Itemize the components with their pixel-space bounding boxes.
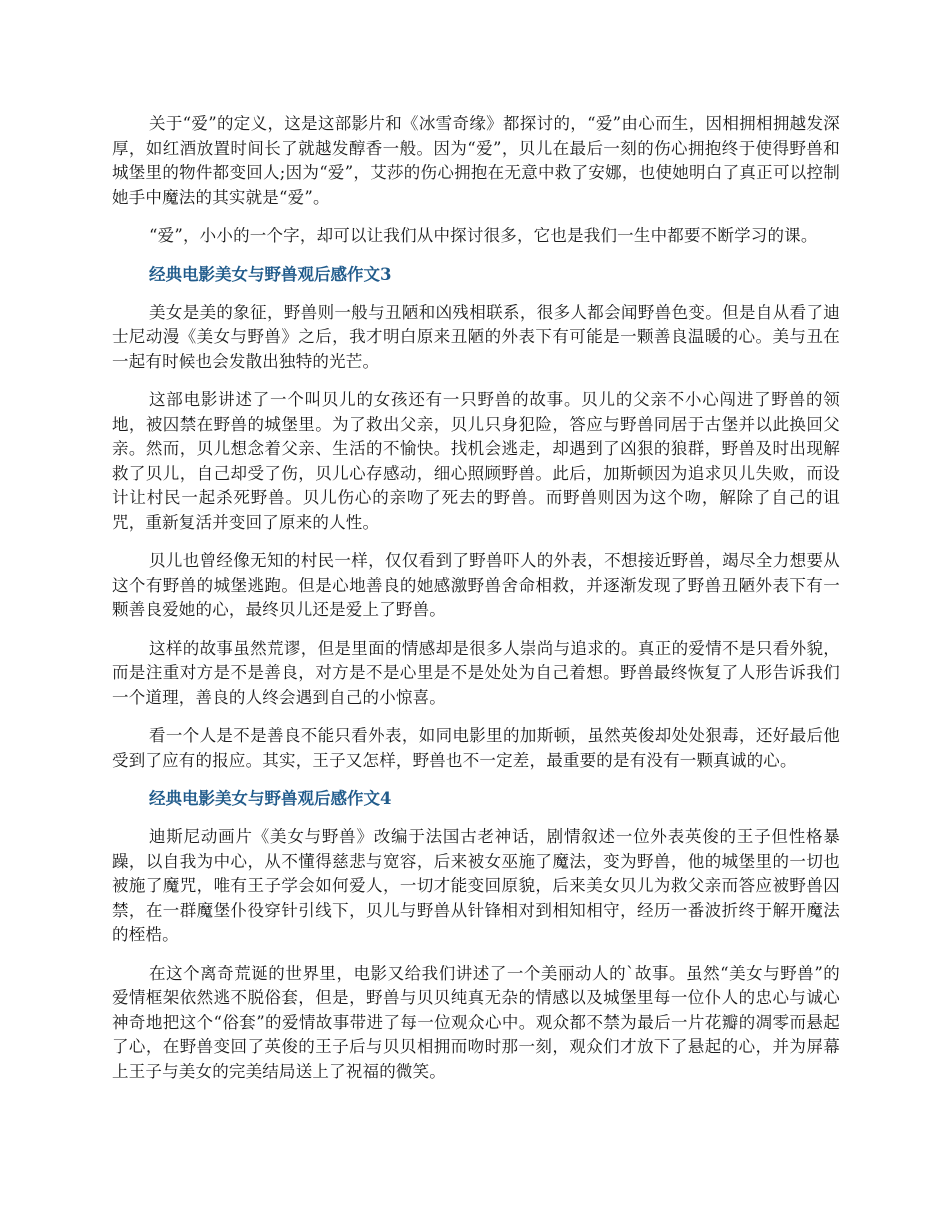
paragraph-judge-kindness: 看一个人是不是善良不能只看外表，如同电影里的加斯顿，虽然英俊却处处狠毒，还好最后他受到了应有的报应。其实，王子又怎样，野兽也不一定差，最重要的是有没有一颗真诚的心。 xyxy=(112,726,840,770)
paragraph-disney-adaptation: 迪斯尼动画片《美女与野兽》改编于法国古老神话，剧情叙述一位外表英俊的王子但性格暴躁，以自我为中心，从不懂得慈悲与宽容，后来被女巫施了魔法，变为野兽，他的城堡里的一切也被施了魔咒，唯有王子学会如何爱人，一切才能变回原貌，后来美女贝儿为救父亲而答应被野兽囚禁，在一群魔堡仆役穿针引线下，贝儿与野兽从针锋相对到相知相守，经历一番波折终于解开魔法的桎梏。 xyxy=(112,827,840,944)
paragraph-beauty-symbol: 美女是美的象征，野兽则一般与丑陋和凶残相联系，很多人都会闻野兽色变。但是自从看了迪士尼动漫《美女与野兽》之后，我才明白原来丑陋的外表下有可能是一颗善良温暖的心。美与丑在一起有时候也会发散出独特的光芒。 xyxy=(112,302,840,371)
document-page xyxy=(112,112,840,1098)
section-heading-essay-3: 经典电影美女与野兽观后感作文3 xyxy=(149,264,392,284)
paragraph-love-word: “爱”，小小的一个字，却可以让我们从中探讨很多，它也是我们一生中都要不断学习的课。 xyxy=(149,226,818,245)
paragraph-love-definition: 关于“爱”的定义，这是这部影片和《冰雪奇缘》都探讨的，“爱”由心而生，因相拥相拥越发深厚，如红酒放置时间长了就越发醇香一般。因为“爱”，贝儿在最后一刻的伤心拥抱终于使得野兽和城堡里的物件都变回人;因为“爱”，艾莎的伤心拥抱在无意中救了安娜，也使她明白了真正可以控制她手中魔法的其实就是“爱”。 xyxy=(112,114,840,207)
section-heading-essay-4: 经典电影美女与野兽观后感作文4 xyxy=(149,789,392,808)
paragraph-belle-villagers: 贝儿也曾经像无知的村民一样，仅仅看到了野兽吓人的外表，不想接近野兽，竭尽全力想要从这个有野兽的城堡逃跑。但是心地善良的她感激野兽舍命相救，并逐渐发现了野兽丑陋外表下有一颗善良爱她的心，最终贝儿还是爱上了野兽。 xyxy=(112,551,840,619)
paragraph-fantasy-world: 在这个离奇荒诞的世界里，电影又给我们讲述了一个美丽动人的`故事。虽然“美女与野兽”的爱情框架依然逃不脱俗套，但是，野兽与贝贝纯真无杂的情感以及城堡里每一位仆人的忠心与诚心神奇地把这个“俗套”的爱情故事带进了每一位观众心中。观众都不禁为最后一片花瓣的凋零而悬起了心，在野兽变回了英俊的王子后与贝贝相拥而吻时那一刻，观众们才放下了悬起的心，并为屏幕上王子与美女的完美结局送上了祝福的微笑。 xyxy=(112,963,840,1081)
paragraph-story-summary: 这部电影讲述了一个叫贝儿的女孩还有一只野兽的故事。贝儿的父亲不小心闯进了野兽的领地，被囚禁在野兽的城堡里。为了救出父亲，贝儿只身犯险，答应与野兽同居于古堡并以此换回父亲。然而，贝儿想念着父亲、生活的不愉快。找机会逃走，却遇到了凶狠的狼群，野兽及时出现解救了贝儿，自己却受了伤，贝儿心存感动，细心照顾野兽。此后，加斯顿因为追求贝儿失败，而设计让村民一起杀死野兽。贝儿伤心的亲吻了死去的野兽。而野兽则因为这个吻，解除了自己的诅咒，重新复活并变回了原来的人性。 xyxy=(112,390,840,532)
paragraph-true-love: 这样的故事虽然荒谬，但是里面的情感却是很多人崇尚与追求的。真正的爱情不是只看外貌，而是注重对方是不是善良，对方是不是心里是不是处处为自己着想。野兽最终恢复了人形告诉我们一个道理，善良的人终会遇到自己的小惊喜。 xyxy=(112,638,840,707)
